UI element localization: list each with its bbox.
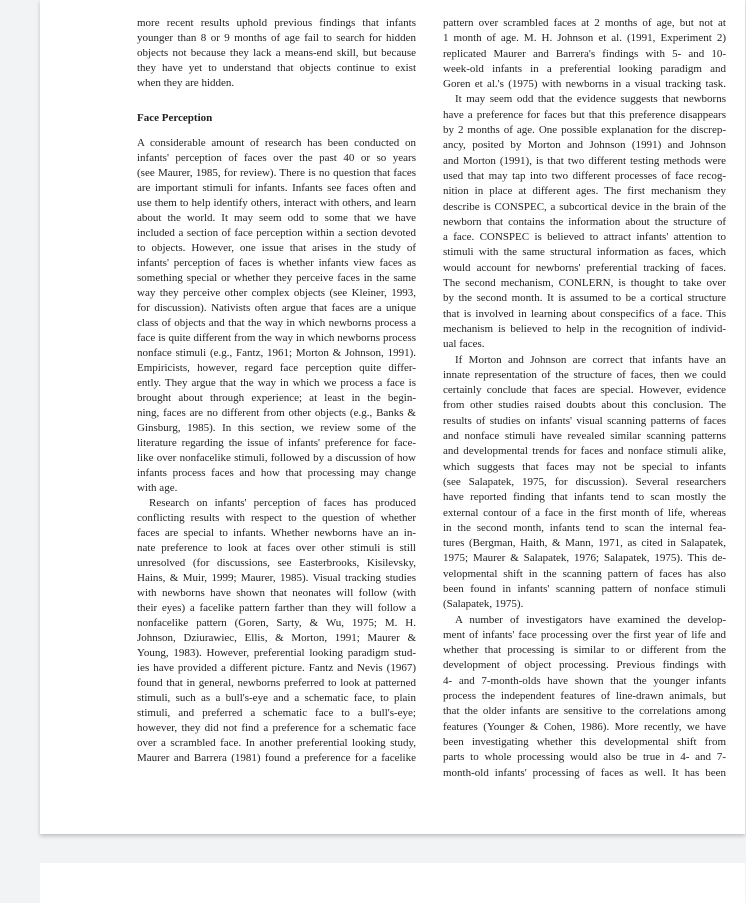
text-line: nate preference to look at faces over other stimuli is still	[137, 542, 416, 554]
text-line: been investigating whether this developmental shift from	[443, 735, 726, 748]
text-line: face is quite different from the way in which newborns process	[137, 332, 416, 344]
paragraph	[137, 136, 416, 496]
text-line: Research on infants' perception of faces has produced	[149, 497, 416, 509]
text-line: infants process faces and how that processing may change	[137, 467, 416, 479]
text-line: The second mechanism, CONLERN, is thought to take over	[443, 277, 726, 290]
text-line: infants' perception of faces over the past 40 or so years	[137, 152, 416, 164]
text-line: that is involved in learning about conspecifics of a face. This	[443, 307, 726, 320]
text-line: 1975; Maurer & Salapatek, 1976; Salapatek, 1975). This de-	[443, 552, 726, 565]
text-line: certainly conclude that faces are special. However, evidence	[443, 384, 726, 397]
text-line: by the second month. It is assumed to be a cortical structure	[443, 292, 726, 305]
text-line: in the second month, infants tend to scan the internal fea-	[443, 521, 726, 534]
text-line: and developmental trends for faces and nonface stimuli alike,	[443, 445, 726, 458]
text-line: and Morton (1991), is that two different testing methods were	[443, 154, 726, 167]
text-line: innate representation of the structure of faces, then we could	[443, 368, 726, 381]
document-page	[40, 0, 745, 834]
text-line: A considerable amount of research has been conducted on	[137, 137, 416, 149]
text-line: (Salapatek, 1975).	[443, 598, 524, 611]
text-line: conflicting results with respect to the question of whether	[137, 512, 416, 524]
text-line: been found in infants' scanning pattern of nonface stimuli	[443, 582, 726, 595]
text-line: ently. They argue that the way in which we process a face is	[137, 377, 416, 389]
paragraph	[443, 16, 726, 92]
text-line: are important stimuli for infants. Infants see faces often and	[137, 182, 416, 194]
text-line: for discussion). Nativists often argue that faces are a unique	[137, 302, 416, 314]
text-line: stimuli, and preferred a schematic face to a bull's-eye;	[137, 707, 416, 719]
text-line: over a scrambled face. In another preferential looking study,	[137, 737, 416, 749]
text-line: their eyes) a facelike pattern farther than they will follow a	[137, 602, 416, 614]
paragraph	[137, 16, 416, 91]
text-line: included a section of face perception within a section devoted	[137, 227, 416, 239]
text-line: about the world. It may seem odd to some that we have	[137, 212, 416, 224]
text-line: Ginsburg, 1985). In this section, we review some of the	[137, 422, 416, 434]
text-line: have reported finding that infants tend to scan mostly the	[443, 491, 726, 504]
text-line: It may seem odd that the evidence suggests that newborns	[455, 93, 726, 106]
text-line: use them to help identify others, interact with others, and learn	[137, 197, 416, 209]
text-line: (see Salapatek, 1975, for discussion). Several researchers	[443, 475, 726, 488]
text-line: brought about through experience; at least in the begin-	[137, 392, 416, 404]
left-column	[137, 16, 416, 766]
text-line: external contour of a face in the first month of life, whereas	[443, 506, 726, 519]
text-line: ual faces.	[443, 338, 485, 351]
text-line: Young, 1983). However, preferential looking paradigm stud-	[137, 647, 416, 659]
text-line: ies have provided a different picture. Fantz and Nevis (1967)	[137, 662, 416, 674]
text-line: to objects. However, one issue that arises in the study of	[137, 242, 416, 254]
text-line: objects not because they lack a means-end skill, but because	[137, 47, 416, 59]
text-line: parts to whole processing would also be true in 4- and 7-	[443, 751, 726, 764]
text-line: process the independent features of line-drawn animals, but	[443, 690, 726, 703]
text-line: that the older infants are sensitive to the correlations among	[443, 705, 726, 718]
text-line: Hains, & Muir, 1999; Maurer, 1985). Visual tracking studies	[137, 572, 416, 584]
text-line: when they are hidden.	[137, 77, 235, 89]
text-line: mechanism is believed to help in the recognition of individ-	[443, 322, 726, 335]
text-line: stimuli, such as a bull's-eye and a schematic face, to plain	[137, 692, 416, 704]
right-column	[443, 16, 726, 781]
text-line: ning, faces are no different from other objects (e.g., Banks &	[137, 407, 416, 419]
next-document-page	[40, 863, 745, 903]
text-line: they have yet to understand that objects continue to exist	[137, 62, 416, 74]
text-line: development of object processing. Previous findings with	[443, 659, 726, 672]
text-line: nition in place at different ages. The first mechanism they	[443, 185, 726, 198]
text-line: nonfacelike pattern (Goren, Sarty, & Wu, 1975; M. H.	[137, 617, 416, 629]
text-line: features (Younger & Cohen, 1986). More recently, we have	[443, 720, 726, 733]
text-line: from other studies raised doubts about this conclusion. The	[443, 399, 726, 412]
text-line: used that may tap into two different processes of face recog-	[443, 169, 726, 182]
paragraph	[443, 353, 726, 613]
text-line: way they perceive other complex objects (see Kleiner, 1993,	[137, 287, 416, 299]
text-line: Goren et al.'s (1975) with newborns in a visual tracking task.	[443, 78, 726, 91]
text-line: Johnson, Dziurawiec, Ellis, & Morton, 1991; Maurer &	[137, 632, 416, 644]
paragraph	[443, 92, 726, 352]
text-line: pattern over scrambled faces at 2 months of age, but not at	[443, 17, 726, 29]
text-line: like over nonfacelike stimuli, followed by a discussion of how	[137, 452, 416, 464]
text-line: which suggests that faces may not be special to infants	[443, 460, 726, 473]
text-line: A number of investigators have examined the develop-	[455, 613, 726, 626]
paragraph	[137, 496, 416, 766]
text-line: newborn that contains the information about the structure of	[443, 215, 726, 228]
text-line: replicated Maurer and Barrera's findings with 5- and 10-	[443, 47, 726, 60]
text-line: a face. CONSPEC is believed to attract infants' attention to	[443, 231, 726, 244]
text-line: nonface stimuli (e.g., Fantz, 1961; Morton & Johnson, 1991).	[137, 347, 416, 359]
text-line: whether that processing is similar to or different from the	[443, 644, 726, 657]
text-line: younger than 8 or 9 months of age fail to search for hidden	[137, 32, 416, 44]
text-line: would account for newborns' preferential tracking of faces.	[443, 261, 726, 274]
text-line: tures (Bergman, Haith, & Mann, 1971, as cited in Salapatek,	[443, 537, 726, 550]
text-line: 4- and 7-month-olds have shown that the younger infants	[443, 674, 726, 687]
text-line: If Morton and Johnson are correct that infants have an	[455, 353, 726, 366]
paragraph	[443, 613, 726, 781]
text-line: describe is CONSPEC, a subcortical device in the brain of the	[443, 200, 726, 213]
text-line: results of studies on infants' visual scanning patterns of faces	[443, 414, 726, 427]
text-line: have a preference for faces but that this preference disappears	[443, 108, 726, 121]
text-line: more recent results uphold previous findings that infants	[137, 17, 416, 29]
text-line: faces are special to infants. Whether newborns have an in-	[137, 527, 416, 539]
text-line: and nonface stimuli have revealed similar scanning patterns	[443, 430, 726, 443]
text-line: Empiricists, however, regard face perception quite differ-	[137, 362, 416, 374]
text-line: class of objects and that the way in which newborns process a	[137, 317, 416, 329]
text-line: infants' perception of faces is whether infants view faces as	[137, 257, 416, 269]
text-line: (see Maurer, 1985, for review). There is no question that faces	[137, 167, 416, 179]
text-line: 1 month of age. M. H. Johnson et al. (1991, Experiment 2)	[443, 32, 726, 45]
text-line: Maurer and Barrera (1981) found a preference for a facelike	[137, 752, 416, 764]
text-line: found that in general, newborns preferred to look at patterned	[137, 677, 416, 689]
text-line: week-old infants in a preferential looking paradigm and	[443, 62, 726, 75]
text-line: by 2 months of age. One possible explanation for the discrep-	[443, 124, 726, 137]
text-line: ment of infants' face processing over the first year of life and	[443, 628, 726, 641]
text-line: literature regarding the issue of infants' preference for face-	[137, 437, 416, 449]
section-heading: Face Perception	[137, 112, 213, 124]
text-line: with newborns have shown that neonates will follow (with	[137, 587, 416, 599]
text-line: with age.	[137, 482, 178, 494]
text-line: something special or whether they perceive faces in the same	[137, 272, 416, 284]
text-line: stimuli with the same structural information as faces, which	[443, 246, 726, 259]
text-line: however, they did not find a preference for a schematic face	[137, 722, 416, 734]
text-line: unresolved (for discussions, see Easterbrooks, Kisilevsky,	[137, 557, 416, 569]
text-line: month-old infants' processing of faces as well. It has been	[443, 766, 726, 779]
text-line: velopmental shift in the scanning pattern of faces has also	[443, 567, 726, 580]
text-line: ancy, posited by Morton and Johnson (1991) and Johnson	[443, 139, 726, 152]
